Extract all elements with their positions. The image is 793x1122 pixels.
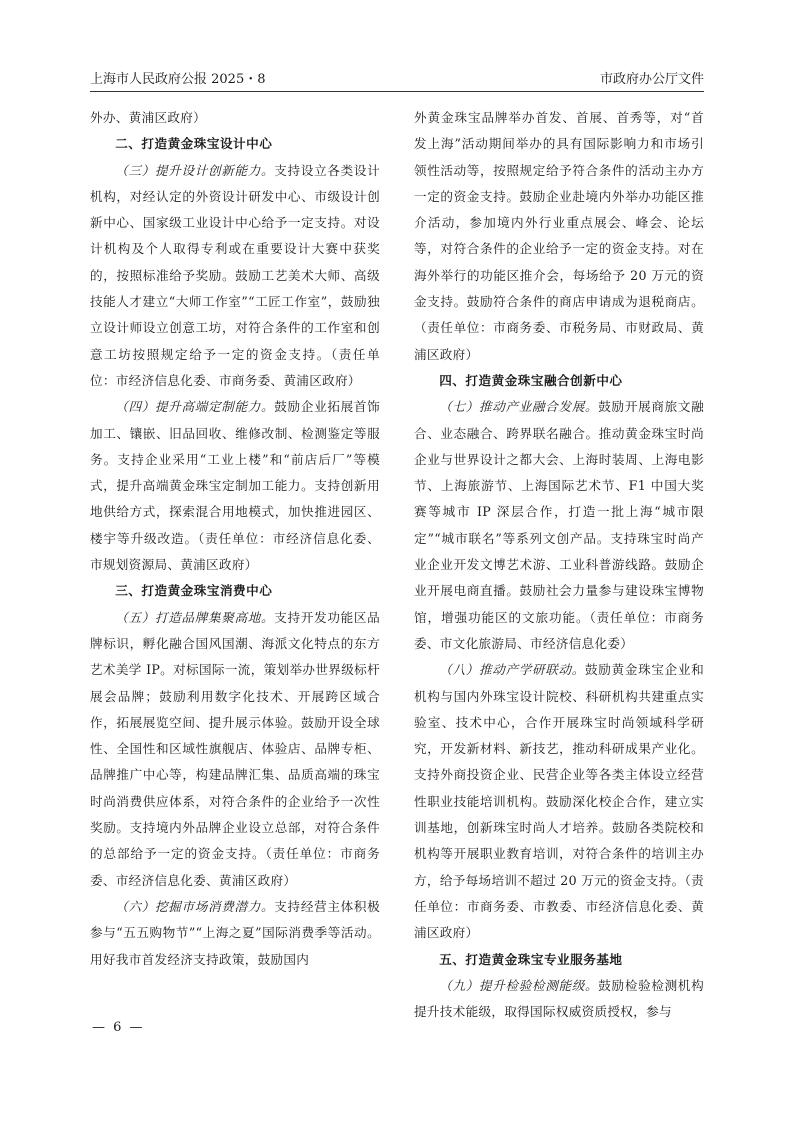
paragraph-7 xyxy=(414,394,704,657)
right-column xyxy=(414,105,704,1025)
item-lead-6: （六）挖掘市场消费潜力。 xyxy=(115,898,275,914)
paragraph-4 xyxy=(90,394,380,578)
section-heading-2: 二、打造黄金珠宝设计中心 xyxy=(115,136,273,152)
item-body-6: 支持经营主体积极参与“五五购物节”“上海之夏”国际消费季等活动。用好我市首发经济支持政策，鼓励国内 xyxy=(90,898,380,967)
item-body-4: 鼓励企业拓展首饰加工、镶嵌、旧品回收、维修改制、检测鉴定等服务。支持企业采用“工业上楼”和“前店后厂”等模式，提升高端黄金珠宝定制加工能力。支持创新用地供给方式，探索混合用地模式，加快推进园区、楼宇等升级改造。（责任单位：市经济信息化委、市规划资源局、黄浦区政府） xyxy=(90,399,380,573)
section-heading-5: 五、打造黄金珠宝专业服务基地 xyxy=(439,951,623,967)
paragraph-5 xyxy=(90,605,380,894)
header-rule xyxy=(90,91,704,92)
paragraph-continuation: 外办、黄浦区政府） xyxy=(90,110,207,125)
item-lead-5: （五）打造品牌集聚高地。 xyxy=(115,609,275,625)
item-body-9: 鼓励检验检测机构提升技术能级，取得国际权威资质授权，参与 xyxy=(414,977,704,1020)
running-header xyxy=(90,68,704,86)
paragraph-8 xyxy=(414,657,704,946)
paragraph-6-continued: 外黄金珠宝品牌举办首发、首展、首秀等，对“首发上海”活动期间举办的具有国际影响力和市场引领性活动等，按照规定给予符合条件的活动主办方一定的资金支持。鼓励企业赴境内外举办功能区推介活动，参加境内外行业重点展会、峰会、论坛等，对符合条件的企业给予一定的资金支持。对在海外举行的功能区推介会，每场给予 20 万元的资金支持。鼓励符合条件的商店申请成为退税商店。（责任单位：市商务委、市税务局、市财政局、黄浦区政府） xyxy=(414,110,704,362)
section-heading-4: 四、打造黄金珠宝融合创新中心 xyxy=(439,372,623,388)
item-body-3: 支持设立各类设计机构，对经认定的外资设计研发中心、市级设计创新中心、国家级工业设计中心给予一定支持。对设计机构及个人取得专利或在重要设计大赛中获奖的，按照标准给予奖励。鼓励工艺美术大师、高级技能人才建立“大师工作室”“工匠工作室”，鼓励独立设计师设立创意工坊，对符合条件的工作室和创意工坊按照规定给予一定的资金支持。（责任单位：市经济信息化委、市商务委、黄浦区政府） xyxy=(90,162,380,388)
paragraph-6 xyxy=(90,894,380,973)
paragraph-9 xyxy=(414,973,704,1026)
item-lead-9: （九）提升检验检测能级。 xyxy=(439,977,599,993)
item-body-8: 鼓励黄金珠宝企业和机构与国内外珠宝设计院校、科研机构共建重点实验室、技术中心，合作开展珠宝时尚领域科学研究，开发新材料、新技艺，推动科研成果产业化。支持外商投资企业、民营企业等各类主体设立经营性职业技能培训机构。鼓励深化校企合作，建立实训基地，创新珠宝时尚人才培养。鼓励各类院校和机构等开展职业教育培训，对符合条件的培训主办方，给予每场培训不超过 20 万元的资金支持。（责任单位：市商务委、市教委、市经济信息化委、黄浦区政府） xyxy=(414,662,704,941)
gazette-title: 上海市人民政府公报 2025・8 xyxy=(90,72,266,87)
item-body-5: 支持开发功能区品牌标识，孵化融合国风国潮、海派文化特点的东方艺术美学 IP。对标国际一流，策划举办世界级标杆展会品牌；鼓励利用数字化技术、开展跨区域合作，拓展展览空间、提升展示体验。鼓励开设全球性、全国性和区域性旗舰店、体验店、品牌专柜、品牌推广中心等，构建品牌汇集、品质高端的珠宝时尚消费供应体系，对符合条件的企业给予一次性奖励。支持境内外品牌企业设立总部，对符合条件的总部给予一定的资金支持。（责任单位：市商务委、市经济信息化委、黄浦区政府） xyxy=(90,609,380,888)
item-lead-8: （八）推动产学研联动。 xyxy=(439,662,586,678)
document-category: 市政府办公厅文件 xyxy=(599,72,704,87)
left-column xyxy=(90,105,380,973)
item-lead-4: （四）提升高端定制能力。 xyxy=(115,399,275,415)
item-lead-3: （三）提升设计创新能力。 xyxy=(115,162,275,178)
page-number: — 6 — xyxy=(92,1020,145,1035)
item-lead-7: （七）推动产业融合发展。 xyxy=(439,399,599,415)
section-heading-3: 三、打造黄金珠宝消费中心 xyxy=(115,583,273,599)
paragraph-3 xyxy=(90,158,380,395)
item-body-7: 鼓励开展商旅文融合、业态融合、跨界联名融合。推动黄金珠宝时尚企业与世界设计之都大会、上海时装周、上海电影节、上海旅游节、上海国际艺术节、F1 中国大奖赛等城市 IP 深层合作，打造一批上海“城市限定”“城市联名”等系列文创产品。支持珠宝时尚产业企业开发文博艺术游、工业科普游线路。鼓励企业开展电商直播。鼓励社会力量参与建设珠宝博物馆，增强功能区的文旅功能。（责任单位：市商务委、市文化旅游局、市经济信息化委） xyxy=(414,399,704,651)
